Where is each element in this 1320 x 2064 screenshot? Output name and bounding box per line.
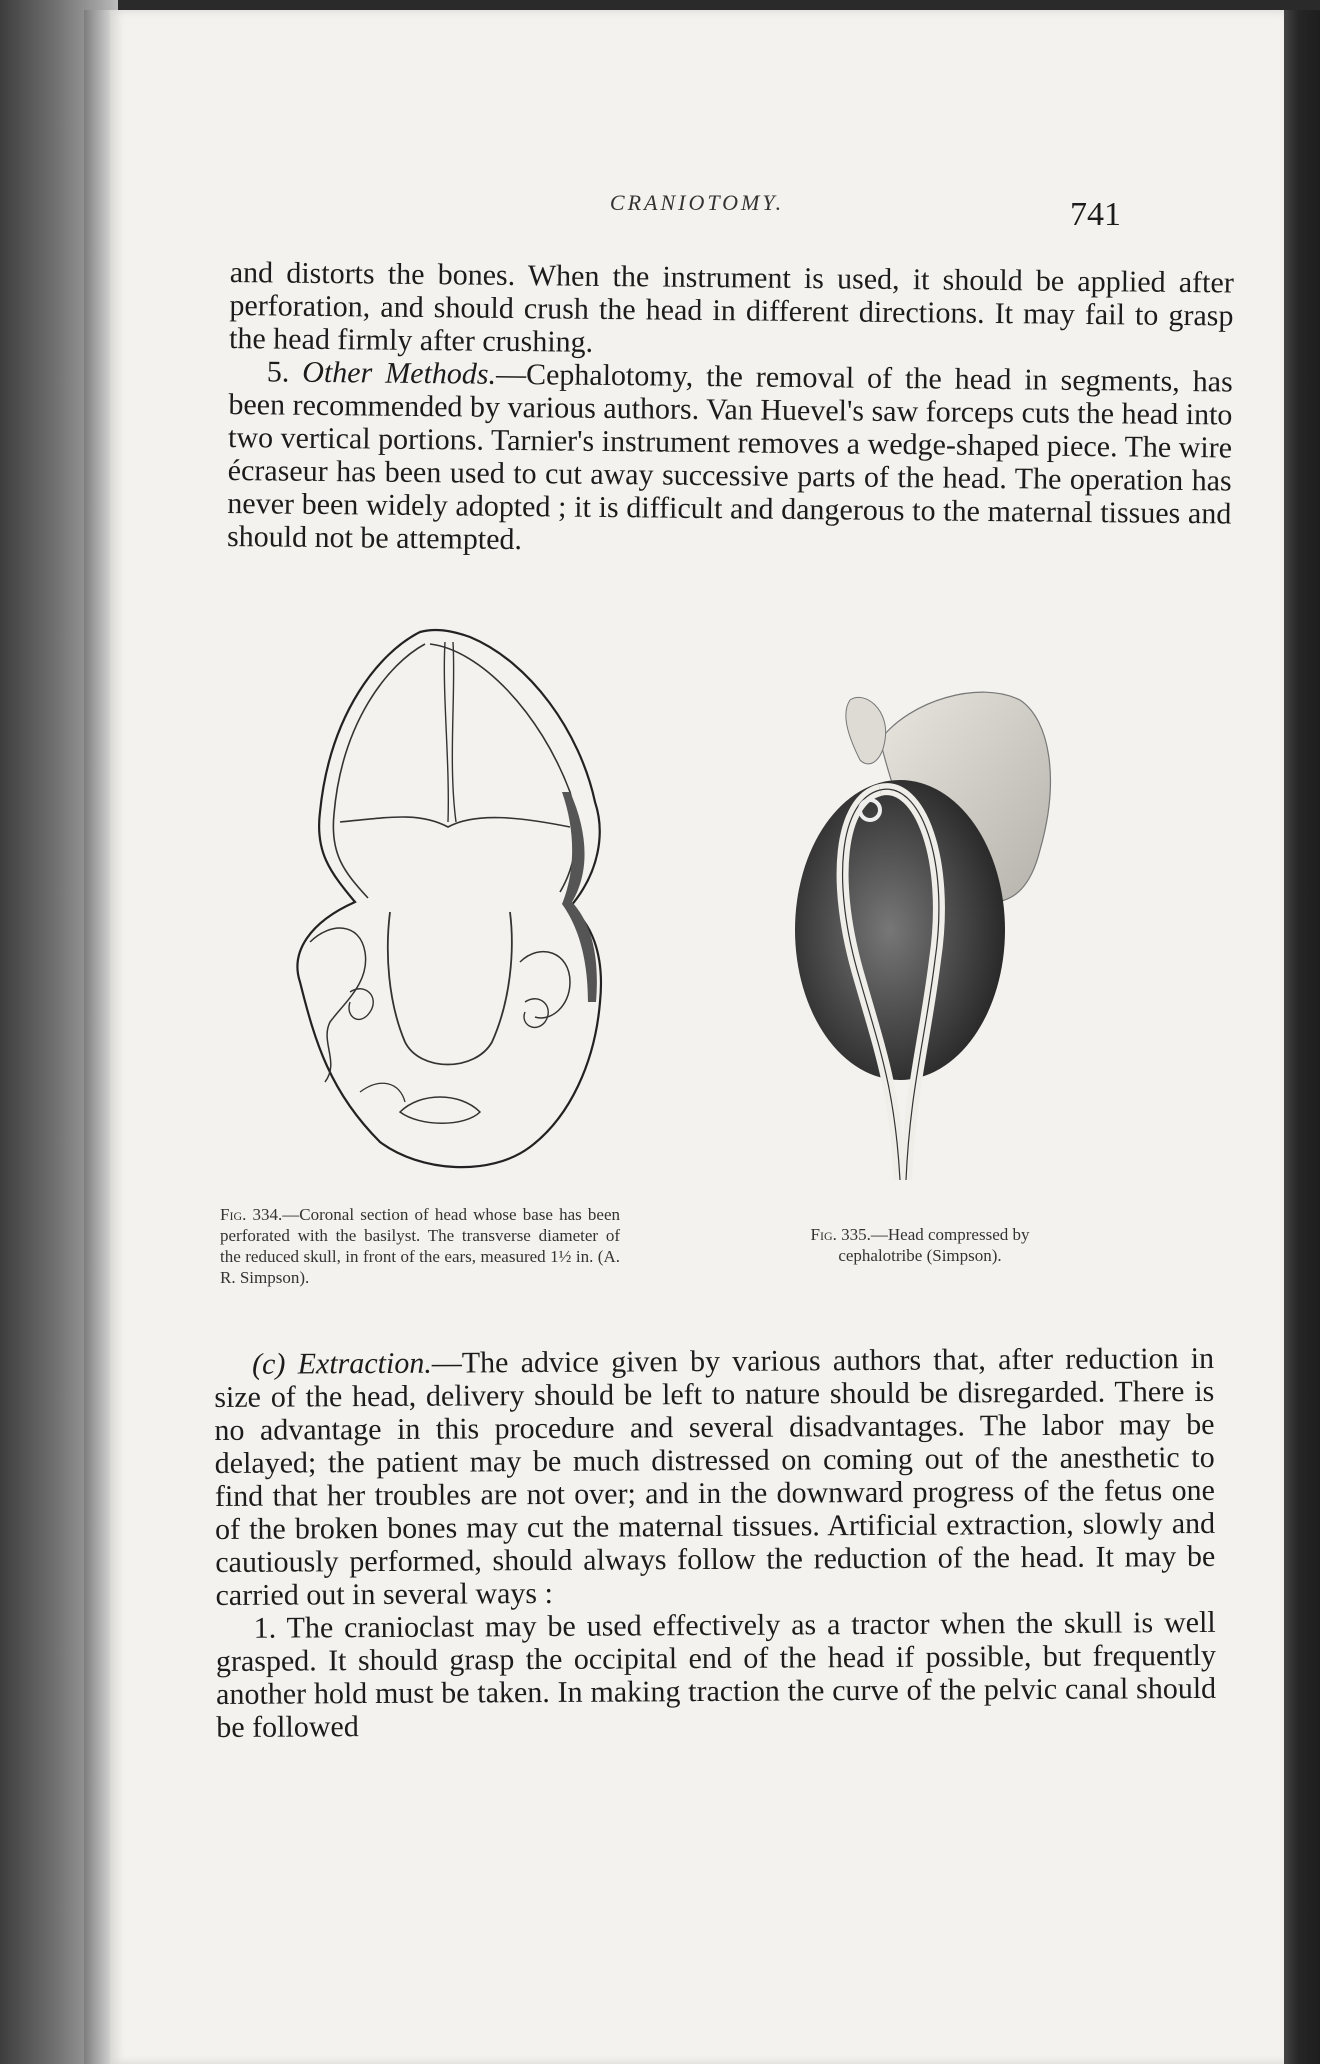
upper-text xyxy=(227,256,1234,563)
book-binding xyxy=(1284,10,1320,2064)
cranial-base xyxy=(388,912,512,1065)
paragraph-item-1 xyxy=(216,1606,1217,1744)
page-fold xyxy=(84,10,110,2064)
fetal-arm xyxy=(846,697,886,764)
figure-334-illustration xyxy=(270,622,630,1192)
lower-detail xyxy=(360,1083,405,1102)
caption-text: cephalotribe (Simpson). xyxy=(838,1246,1002,1265)
paragraph-continuation xyxy=(229,256,1234,366)
right-ear-detail xyxy=(524,999,548,1028)
lower-cavity xyxy=(400,1097,480,1123)
paragraph-text: —The advice given by various authors that, after reduction in size of the head, delivery should be left to nature should be disregarded. There is no advantage in this procedure and several disadvantages. The labor may be delayed; the patient may be much distressed on coming out of the anesthetic to find that her troubles are not over; and in the downward progress of the fetus one of the broken bones may cut the maternal tissues. Artificial extraction, slowly and cautiously performed, should always follow the reduction of the head. It may be carried out in several ways : xyxy=(214,1341,1216,1612)
book-page xyxy=(110,10,1284,2064)
section-heading: Extraction. xyxy=(297,1346,432,1381)
right-ear xyxy=(520,952,570,1018)
figure-335-caption xyxy=(750,1224,1090,1266)
compressed-head xyxy=(795,780,1005,1080)
paragraph-extraction xyxy=(214,1342,1216,1612)
figure-334-caption xyxy=(220,1204,620,1288)
cortex-shading xyxy=(562,792,597,1002)
skull-inner xyxy=(333,644,425,898)
caption-text: —Head compressed by xyxy=(870,1225,1030,1244)
section-label: (c) xyxy=(251,1347,286,1381)
falx xyxy=(444,642,456,822)
line: and distorts the bones. When the instrument is used, it should xyxy=(229,256,1023,298)
figure-335-illustration xyxy=(770,660,1070,1200)
line: be applied after perforation, and should crush the head in different xyxy=(229,264,1234,329)
page-number: 741 xyxy=(1070,196,1121,233)
caption-text: —Coronal section of head whose base has been perforated with the basilyst. The transverse diameter of the reduced skull, in front of the ears, measured 1½ in. (A. R. Simpson). xyxy=(220,1205,620,1287)
section-number: 5. xyxy=(266,355,290,389)
line: directions. It may fail to grasp the head firmly after crushing. xyxy=(228,295,1234,359)
section-heading: Other Methods. xyxy=(302,355,497,391)
skull-outline xyxy=(297,630,600,1167)
paragraph-text: The cranioclast may be used effectively as a tractor when the skull is well grasped. It should grasp the occipital end of the head if possible, but frequently another hold must be taken. In making traction the curve of the pelvic canal should be followed xyxy=(215,1605,1217,1744)
paragraph-text: —Cephalotomy, the removal of the head in segments, has been recommended by various authors. Van Huevel's saw forceps cuts the head into two vertical portions. Tarnier's instrument removes a wedge-shaped piece. The wire écraseur has been used to cut away successive parts of the head. The operation has never been widely adopted ; it is difficult and dangerous to the maternal tissues and should not be attempted. xyxy=(226,357,1233,557)
scan-top-border xyxy=(0,0,1320,10)
figure-label: Fig. 335. xyxy=(810,1225,871,1244)
figure-label: Fig. 334. xyxy=(220,1205,283,1224)
left-ear xyxy=(310,928,366,1082)
item-number: 1. xyxy=(253,1611,277,1645)
running-head: CRANIOTOMY. xyxy=(609,190,785,215)
paragraph-other-methods xyxy=(227,355,1233,564)
lower-text xyxy=(214,1342,1216,1744)
